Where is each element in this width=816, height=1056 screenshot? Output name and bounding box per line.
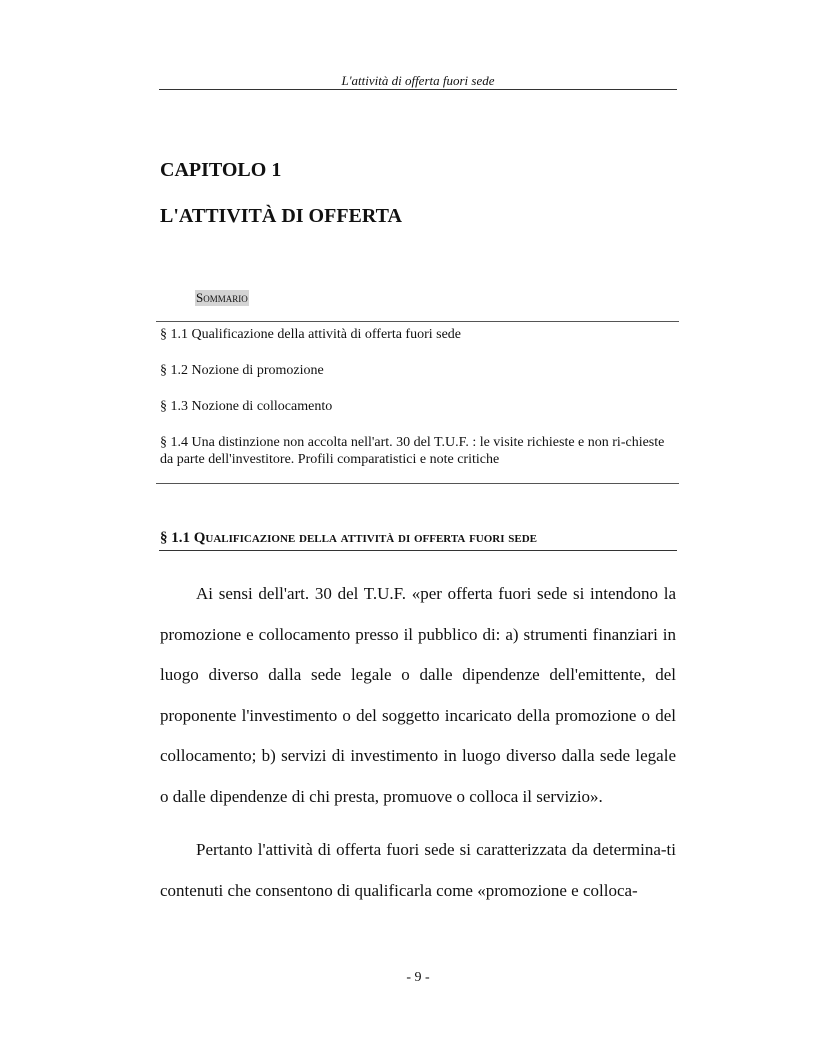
summary-item-1-3[interactable]: § 1.3 Nozione di collocamento: [160, 399, 333, 414]
section-heading: § 1.1 Qualificazione della attività di offerta fuori sede: [160, 530, 538, 546]
chapter-number: CAPITOLO 1: [160, 159, 282, 181]
body-text: [160, 574, 676, 911]
summary-item-1-2[interactable]: § 1.2 Nozione di promozione: [160, 363, 324, 378]
summary-bottom-rule: [156, 483, 679, 484]
summary-label: Sommario: [196, 290, 248, 305]
summary-top-rule: [156, 321, 679, 322]
section-rule: [159, 550, 677, 551]
chapter-title: L'ATTIVITÀ DI OFFERTA: [160, 205, 402, 227]
paragraph: Pertanto l'attività di offerta fuori sede si caratterizzata da determina-ti contenuti che consentono di qualificarla come «promozione e colloca-: [160, 840, 676, 900]
summary-item-1-1[interactable]: § 1.1 Qualificazione della attività di offerta fuori sede: [160, 327, 462, 342]
header-rule: [159, 89, 677, 90]
paragraph: Ai sensi dell'art. 30 del T.U.F. «per offerta fuori sede si intendono la promozione e collocamento presso il pubblico di: a) strumenti finanziari in luogo diverso dalla sede legale o dalle dipendenze dell'emittente, del proponente l'investimento o del soggetto incaricato della promozione o del collocamento; b) servizi di investimento in luogo diverso dalla sede legale o dalle dipendenze di chi presta, promuove o colloca il servizio».: [160, 584, 676, 806]
page-number: - 9 -: [406, 970, 430, 985]
running-header: L'attività di offerta fuori sede: [341, 73, 495, 88]
summary-item-1-4[interactable]: § 1.4 Una distinzione non accolta nell'art. 30 del T.U.F. : le visite richieste e non ri-chieste da parte dell'investitore. Profili comparatistici e note critiche: [160, 435, 665, 467]
